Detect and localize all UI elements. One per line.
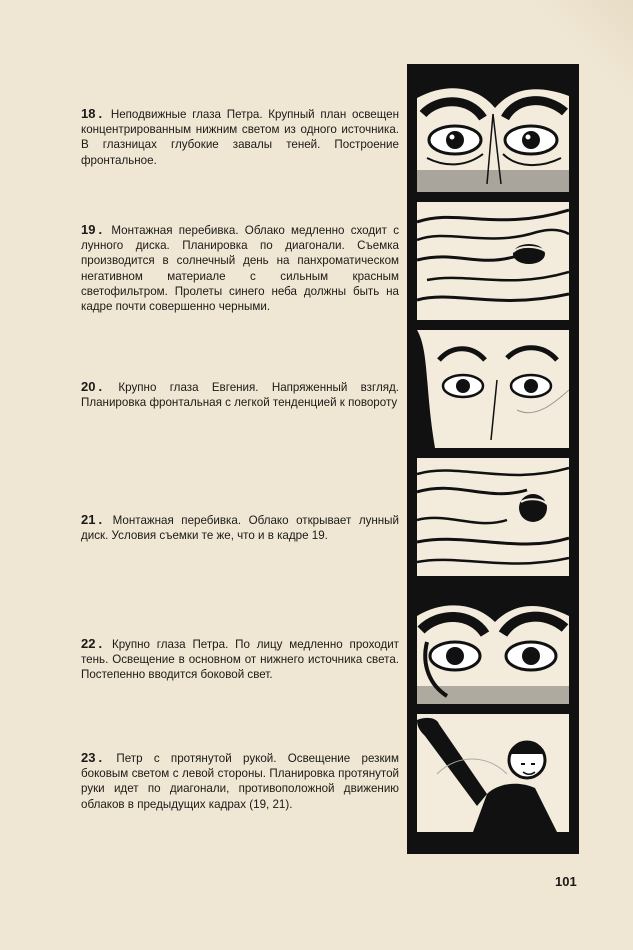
shot-21-description: 21 . Монтажная перебивка. Облако открывает лунный диск. Условия съемки те же, что и в кадре 19. — [81, 512, 399, 543]
evgeny-eyes-illustration — [417, 330, 569, 448]
shot-text: Крупно глаза Петра. По лицу медленно проходит тень. Освещение в основном от нижнего источника света. Постепенно вводится боковой свет. — [81, 638, 399, 682]
shot-number: 20 — [81, 379, 96, 394]
storyboard-frame-20 — [417, 330, 569, 448]
shot-18-description: 18 . Неподвижные глаза Петра. Крупный план освещен концентрированным нижним светом из одного источника. В глазницах глубокие завалы теней. Построение фронтальное. — [81, 106, 399, 167]
shot-number: 18 — [81, 106, 96, 121]
shot-20-description: 20 . Крупно глаза Евгения. Напряженный взгляд. Планировка фронтальная с легкой тенденцией к повороту — [81, 379, 399, 410]
shot-text: Неподвижные глаза Петра. Крупный план освещен концентрированным нижним светом из одного источника. В глазницах глубокие завалы теней. Построение фронтальное. — [81, 108, 399, 167]
peter-eyes-shadow-illustration — [417, 586, 569, 704]
shot-number: 19 — [81, 222, 96, 237]
cloud-moon-reveal-illustration — [417, 458, 569, 576]
shot-text: Монтажная перебивка. Облако открывает лунный диск. Условия съемки те же, что и в кадре 19. — [81, 514, 399, 543]
storyboard-frame-21 — [417, 458, 569, 576]
storyboard-filmstrip — [407, 64, 579, 854]
shot-22-description: 22 . Крупно глаза Петра. По лицу медленно проходит тень. Освещение в основном от нижнего источника света. Постепенно вводится боковой свет. — [81, 636, 399, 682]
shot-23-description: 23 . Петр с протянутой рукой. Освещение резким боковым светом с левой стороны. Планировка протянутой руки идет по диагонали, противоположной движению облаков в предыдущих кадрах (19, 21). — [81, 750, 399, 811]
storyboard-frame-18 — [417, 74, 569, 192]
storyboard-frame-19 — [417, 202, 569, 320]
shot-number: 22 — [81, 636, 96, 651]
page-number: 101 — [555, 874, 577, 889]
shot-text: Петр с протянутой рукой. Освещение резким боковым светом с левой стороны. Планировка протянутой руки идет по диагонали, противоположной движению облаков в предыдущих кадрах (19, 21). — [81, 752, 399, 811]
shot-number: 23 — [81, 750, 96, 765]
peter-eyes-illustration — [417, 74, 569, 192]
storyboard-frame-23 — [417, 714, 569, 832]
cloud-moon-illustration — [417, 202, 569, 320]
shot-19-description: 19 . Монтажная перебивка. Облако медленно сходит с лунного диска. Планировка по диагонали. Съемка производится в солнечный день на панхроматическом негативном материале с сильным красным светофильтром. Пролеты синего неба должны быть на кадре почти совершенно черными. — [81, 222, 399, 314]
peter-arm-illustration — [417, 714, 569, 832]
storyboard-frame-22 — [417, 586, 569, 704]
shot-number: 21 — [81, 512, 96, 527]
shot-text: Монтажная перебивка. Облако медленно сходит с лунного диска. Планировка по диагонали. Съемка производится в солнечный день на панхроматическом негативном материале с сильным красным светофильтром. Пролеты синего неба должны быть на кадре почти совершенно черными. — [81, 224, 399, 314]
shot-text: Крупно глаза Евгения. Напряженный взгляд. Планировка фронтальная с легкой тенденцией к повороту — [81, 381, 399, 410]
